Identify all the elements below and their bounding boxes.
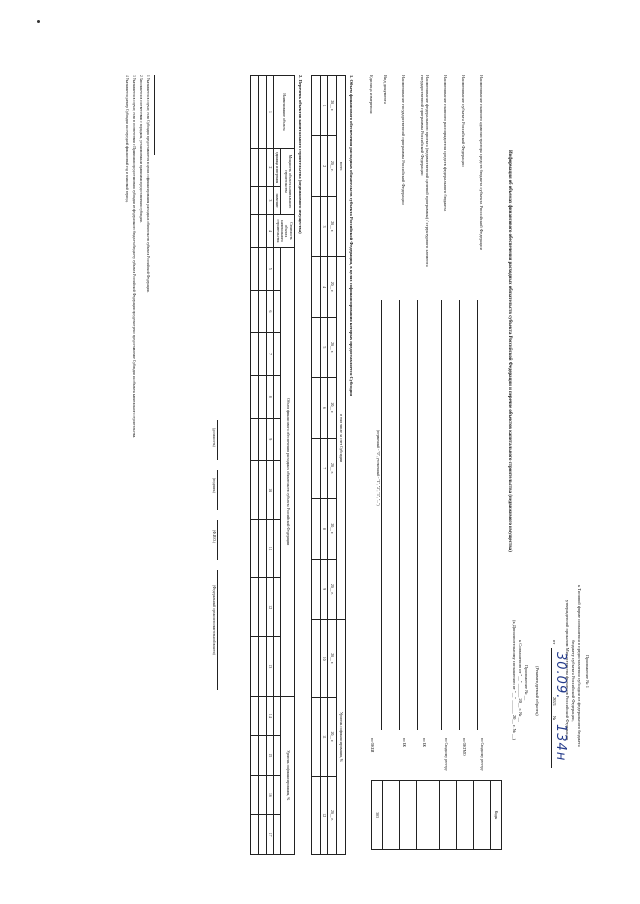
s2-data-cell xyxy=(259,187,267,215)
recommended-form: (Рекомендуемый образец) xyxy=(535,666,540,716)
s2-num: 17 xyxy=(267,815,274,855)
order-year: 2021 xyxy=(552,697,557,706)
s2-sub xyxy=(274,736,281,776)
s2-header-value: значение xyxy=(274,187,281,215)
s2-num: 4 xyxy=(267,215,274,248)
order-date-handwritten: 30.09. xyxy=(553,652,568,700)
s1-year-11: 20__ г. xyxy=(328,698,337,776)
s1-num: 3 xyxy=(321,196,328,256)
footnote-1: 1 Указывается в случае, если Субсидия предоставляется в целях софинансирования расходных обязательств субъекта Российской Федерации. xyxy=(146,75,150,293)
s1-data-cell xyxy=(312,559,321,619)
s1-num: 2 xyxy=(321,136,328,196)
s2-data-cell xyxy=(251,736,259,776)
s1-data-cell xyxy=(312,317,321,377)
field-line-project xyxy=(417,300,418,730)
s2-data-cell xyxy=(251,149,259,187)
field-line-program xyxy=(399,300,400,730)
s1-year-1: 20__ г. xyxy=(328,76,337,136)
s2-header-capacity: Мощность объекта капитального строительства xyxy=(281,149,295,215)
s1-year-2: 20__ г. xyxy=(328,136,337,196)
s2-sub xyxy=(274,775,281,815)
s1-data-cell xyxy=(312,136,321,196)
s2-num: 3 xyxy=(267,187,274,215)
s2-data-cell xyxy=(259,736,267,776)
s1-data-cell xyxy=(312,698,321,776)
s2-num: 13 xyxy=(267,637,274,696)
footnote-3: 3 Указывается в случае, если в соответствии с Правилами предоставления субсидии из федерального бюджета бюджету субъекта Российской Федерации предусмотрено предоставление Субсидии на объекты капитального строительства. xyxy=(132,75,136,439)
s2-data-cell xyxy=(251,290,259,333)
section2-table xyxy=(250,75,295,855)
field-label-federal-manager: Наименование главного распорядителя средств федерального бюджета xyxy=(443,75,448,212)
code-cell-2 xyxy=(457,781,474,850)
s1-num: 10 xyxy=(321,619,328,697)
signature-line-sign xyxy=(217,470,218,510)
s2-data-cell xyxy=(259,375,267,418)
s2-data-cell xyxy=(259,637,267,696)
s1-data-cell xyxy=(312,776,321,854)
field-label-admin: Наименование главного администратора средств бюджета субъекта Российской Федерации xyxy=(479,75,484,250)
s2-sub xyxy=(274,461,281,520)
s2-num: 15 xyxy=(267,736,274,776)
s2-data-cell xyxy=(251,637,259,696)
s2-data-cell xyxy=(259,696,267,736)
s1-data-cell xyxy=(312,499,321,559)
field-code-project: по БК xyxy=(422,738,426,748)
s2-data-cell xyxy=(251,461,259,520)
s1-data-cell xyxy=(312,196,321,256)
s1-year-6: 20__ г. xyxy=(328,378,337,438)
s1-num: 6 xyxy=(321,378,328,438)
s2-header-funding: Объем финансового обеспечения расходных обязательств субъекта Российской Федерации xyxy=(281,248,295,697)
field-label-subject: Наименование субъекта Российской Федерации xyxy=(461,75,466,167)
s2-num: 12 xyxy=(267,578,274,637)
field-code-program: по БК xyxy=(402,738,406,748)
s1-num: 12 xyxy=(321,776,328,854)
s2-data-cell xyxy=(251,775,259,815)
s2-sub xyxy=(274,578,281,637)
s2-num: 6 xyxy=(267,290,274,333)
s2-num: 16 xyxy=(267,775,274,815)
field-label-doc-type: Вид документа xyxy=(383,75,388,104)
signature-position: (должность) xyxy=(212,428,216,447)
s2-sub xyxy=(274,696,281,736)
s2-data-cell xyxy=(259,290,267,333)
s2-num: 7 xyxy=(267,333,274,376)
s1-num: 4 xyxy=(321,257,328,317)
s1-data-cell xyxy=(312,438,321,498)
s2-data-cell xyxy=(251,696,259,736)
s2-data-cell xyxy=(251,520,259,578)
s1-year-10: 20__ г. xyxy=(328,619,337,697)
s1-num: 7 xyxy=(321,438,328,498)
field-label-project: Наименование федерального проекта (ведомственной целевой программы) / структурного элемента государственной программы Российской Федерации xyxy=(420,75,430,267)
s1-num: 9 xyxy=(321,559,328,619)
s2-data-cell xyxy=(259,578,267,637)
s2-data-cell xyxy=(259,215,267,248)
s1-year-7: 20__ г. xyxy=(328,438,337,498)
field-code-subject: по ОКТМО xyxy=(462,738,466,756)
s2-header-unit: единица измерения xyxy=(274,149,281,187)
s2-sub xyxy=(274,520,281,578)
s2-data-cell xyxy=(251,815,259,855)
field-code-federal-manager: по Сводному реестру xyxy=(444,738,448,771)
s1-year-3: 20__ г. xyxy=(328,196,337,256)
field-code-admin: по Сводному реестру xyxy=(480,738,484,771)
s2-data-cell xyxy=(251,578,259,637)
s2-data-cell xyxy=(259,418,267,461)
s2-sub xyxy=(274,333,281,376)
order-underline xyxy=(551,648,552,768)
s1-data-cell xyxy=(312,378,321,438)
s2-data-cell xyxy=(251,375,259,418)
s2-header-cost: Стоимость объекта капитального строительства xyxy=(274,215,295,248)
s2-num: 5 xyxy=(267,248,274,291)
footnote-2: 2 Заполняется в соответствии с порядком, установленным правилами предоставления субсидии. xyxy=(139,75,143,223)
s2-header-object: Наименование объекта xyxy=(274,76,295,149)
s2-sub xyxy=(274,290,281,333)
code-cell-5 xyxy=(400,781,417,850)
s2-num: 11 xyxy=(267,520,274,578)
s1-year-4: 20__ г. xyxy=(328,257,337,317)
order-prefix: от xyxy=(552,640,557,645)
code-cell-4 xyxy=(417,781,440,850)
s1-year-8: 20__ г. xyxy=(328,499,337,559)
s2-sub xyxy=(274,637,281,696)
field-label-program: Наименование государственной программы Российской Федерации xyxy=(401,75,406,205)
s1-data-cell xyxy=(312,619,321,697)
s1-data-cell xyxy=(312,76,321,136)
s2-data-cell xyxy=(251,333,259,376)
appendix-number: Приложение № __ xyxy=(524,665,529,701)
order-number-sign: № xyxy=(552,716,557,721)
code-cell-6 xyxy=(383,781,400,850)
field-line-subject xyxy=(459,300,460,730)
s2-sub xyxy=(274,375,281,418)
s1-year-5: 20__ г. xyxy=(328,317,337,377)
signature-body: (Федеральный орган исполнительной власти) xyxy=(212,585,216,655)
signature-line-position xyxy=(217,420,218,460)
s2-num: 9 xyxy=(267,418,274,461)
header-line1: к Типовой форме соглашения о предоставлении субсидии из федерального бюджета xyxy=(577,585,582,747)
order-number-handwritten: 134н xyxy=(553,724,568,762)
s1-header-total: всего xyxy=(337,76,346,257)
s2-sub xyxy=(274,418,281,461)
s1-year-12: 20__ г. xyxy=(328,776,337,854)
scan-speck xyxy=(37,20,40,23)
s1-num: 5 xyxy=(321,317,328,377)
s2-data-cell xyxy=(259,815,267,855)
field-code-unit: по ОКЕИ xyxy=(370,738,374,753)
s2-data-cell xyxy=(259,520,267,578)
header-appendix: Приложение № 1 xyxy=(585,655,590,688)
s2-header-level: Уровень софинансирования, % xyxy=(281,696,295,854)
s2-data-cell xyxy=(251,76,259,149)
s2-num: 2 xyxy=(267,149,274,187)
section1-title: 1. Объем финансового обеспечения расходных обязательств субъекта Российской Федерации, в целях софинансирования которых предоставляется Субсидия xyxy=(349,75,354,396)
s1-num: 8 xyxy=(321,499,328,559)
field-label-unit: Единица измерения: xyxy=(369,75,374,115)
to-additional-agreement: (к Дополнительному соглашению от "__" ______ 20__ г. № __) xyxy=(512,620,517,741)
s2-num: 1 xyxy=(267,76,274,149)
code-cell-1 xyxy=(474,781,491,850)
codes-header: Коды xyxy=(491,781,502,850)
document-title: Информация об объемах финансового обеспечения расходных обязательств субъекта Российской Федерации и перечне объектов капитального строительства (недвижимого имущества) xyxy=(507,150,512,552)
code-cell-okei: 383 xyxy=(372,781,383,850)
s1-data-cell xyxy=(312,257,321,317)
s1-year-9: 20__ г. xyxy=(328,559,337,619)
signature-line-name xyxy=(217,520,218,560)
s2-data-cell xyxy=(259,775,267,815)
s2-data-cell xyxy=(259,149,267,187)
to-agreement: к Соглашению от "__" ______ 20__ г. № __ xyxy=(518,640,523,723)
section1-table xyxy=(311,75,346,855)
s1-header-federal: в том числе за счет Субсидии xyxy=(337,257,346,620)
s1-num: 11 xyxy=(321,698,328,776)
s2-data-cell xyxy=(251,418,259,461)
s2-sub xyxy=(274,815,281,855)
code-cell-3 xyxy=(440,781,457,850)
header-line3: утвержденной приказом Министерства финансов Российской Федерации xyxy=(565,600,570,741)
s2-data-cell xyxy=(259,248,267,291)
s1-num: 1 xyxy=(321,76,328,136)
codes-table xyxy=(371,780,502,850)
s2-num: 10 xyxy=(267,461,274,520)
s2-num: 14 xyxy=(267,696,274,736)
s2-data-cell xyxy=(251,215,259,248)
footnote-4: 4 Указывается размер Субсидии на очередной финансовый год и плановый период. xyxy=(125,75,129,203)
signature-line-body xyxy=(217,570,218,690)
s2-data-cell xyxy=(259,461,267,520)
field-line-doc-type xyxy=(381,300,382,730)
s2-data-cell xyxy=(251,187,259,215)
s2-data-cell xyxy=(259,76,267,149)
s2-data-cell xyxy=(251,248,259,291)
s2-num: 8 xyxy=(267,375,274,418)
s2-data-cell xyxy=(259,333,267,376)
header-line2: бюджету субъекта Российской Федерации, xyxy=(571,640,576,722)
signature-name: (Ф.И.О.) xyxy=(212,530,216,544)
section2-title: 2. Перечень объектов капитального строительства (недвижимого имущества) xyxy=(298,75,303,234)
s2-sub xyxy=(274,248,281,291)
footnote-separator xyxy=(154,75,155,155)
doc-type-note: (первичный - "0", уточненный - "1", "2", "3", "...") xyxy=(376,430,380,506)
field-line-federal-manager xyxy=(441,300,442,730)
field-line-admin xyxy=(477,300,478,730)
signature-sign: (подпись) xyxy=(212,478,216,493)
s1-header-level: Уровень софинансирования, % xyxy=(337,619,346,854)
